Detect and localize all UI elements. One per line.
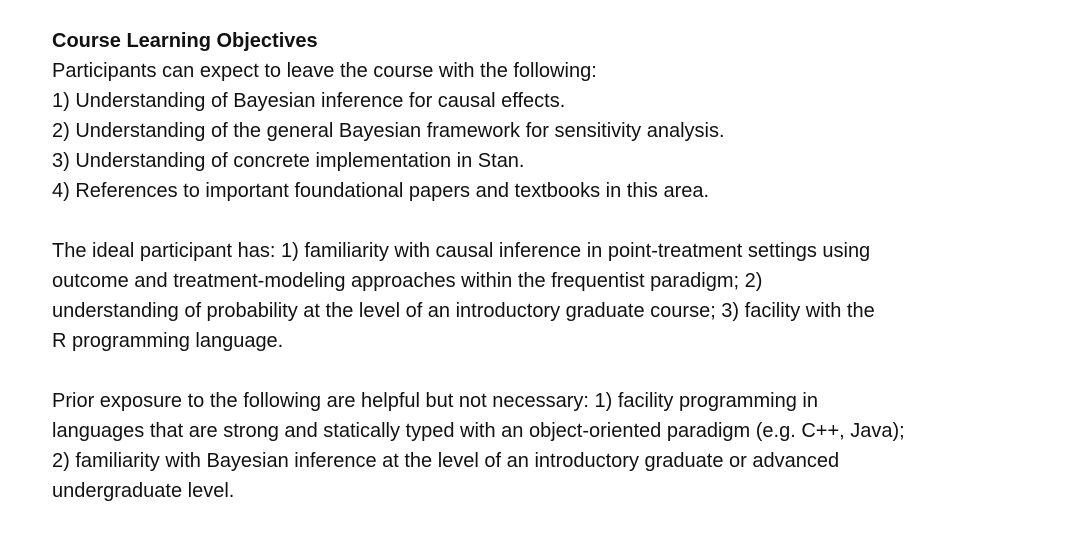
objective-item: 2) Understanding of the general Bayesian framework for sensitivity analysis. <box>52 120 725 142</box>
paragraph-line: outcome and treatment-modeling approaches within the frequentist paradigm; 2) <box>52 270 763 292</box>
paragraph-line: understanding of probability at the level of an introductory graduate course; 3) facility with the <box>52 300 875 322</box>
objectives-intro: Participants can expect to leave the course with the following: <box>52 60 597 82</box>
objective-item: 3) Understanding of concrete implementation in Stan. <box>52 150 525 172</box>
paragraph-spacer <box>52 206 1052 236</box>
objective-item: 1) Understanding of Bayesian inference for causal effects. <box>52 90 566 112</box>
paragraph-line: languages that are strong and statically typed with an object-oriented paradigm (e.g. C++, Java); <box>52 420 905 442</box>
paragraph-line: 2) familiarity with Bayesian inference at the level of an introductory graduate or advanced <box>52 450 840 472</box>
objective-item: 4) References to important foundational papers and textbooks in this area. <box>52 180 710 202</box>
section-heading: Course Learning Objectives <box>52 30 318 52</box>
ideal-participant-paragraph <box>52 236 1052 356</box>
paragraph-line: R programming language. <box>52 330 284 352</box>
objectives-section <box>52 26 1052 206</box>
document-body <box>52 26 1052 506</box>
prior-exposure-paragraph <box>52 386 1052 506</box>
paragraph-line: undergraduate level. <box>52 480 235 502</box>
paragraph-line: Prior exposure to the following are helpful but not necessary: 1) facility programming in <box>52 390 818 412</box>
paragraph-line: The ideal participant has: 1) familiarity with causal inference in point-treatment settings using <box>52 240 871 262</box>
paragraph-spacer <box>52 356 1052 386</box>
